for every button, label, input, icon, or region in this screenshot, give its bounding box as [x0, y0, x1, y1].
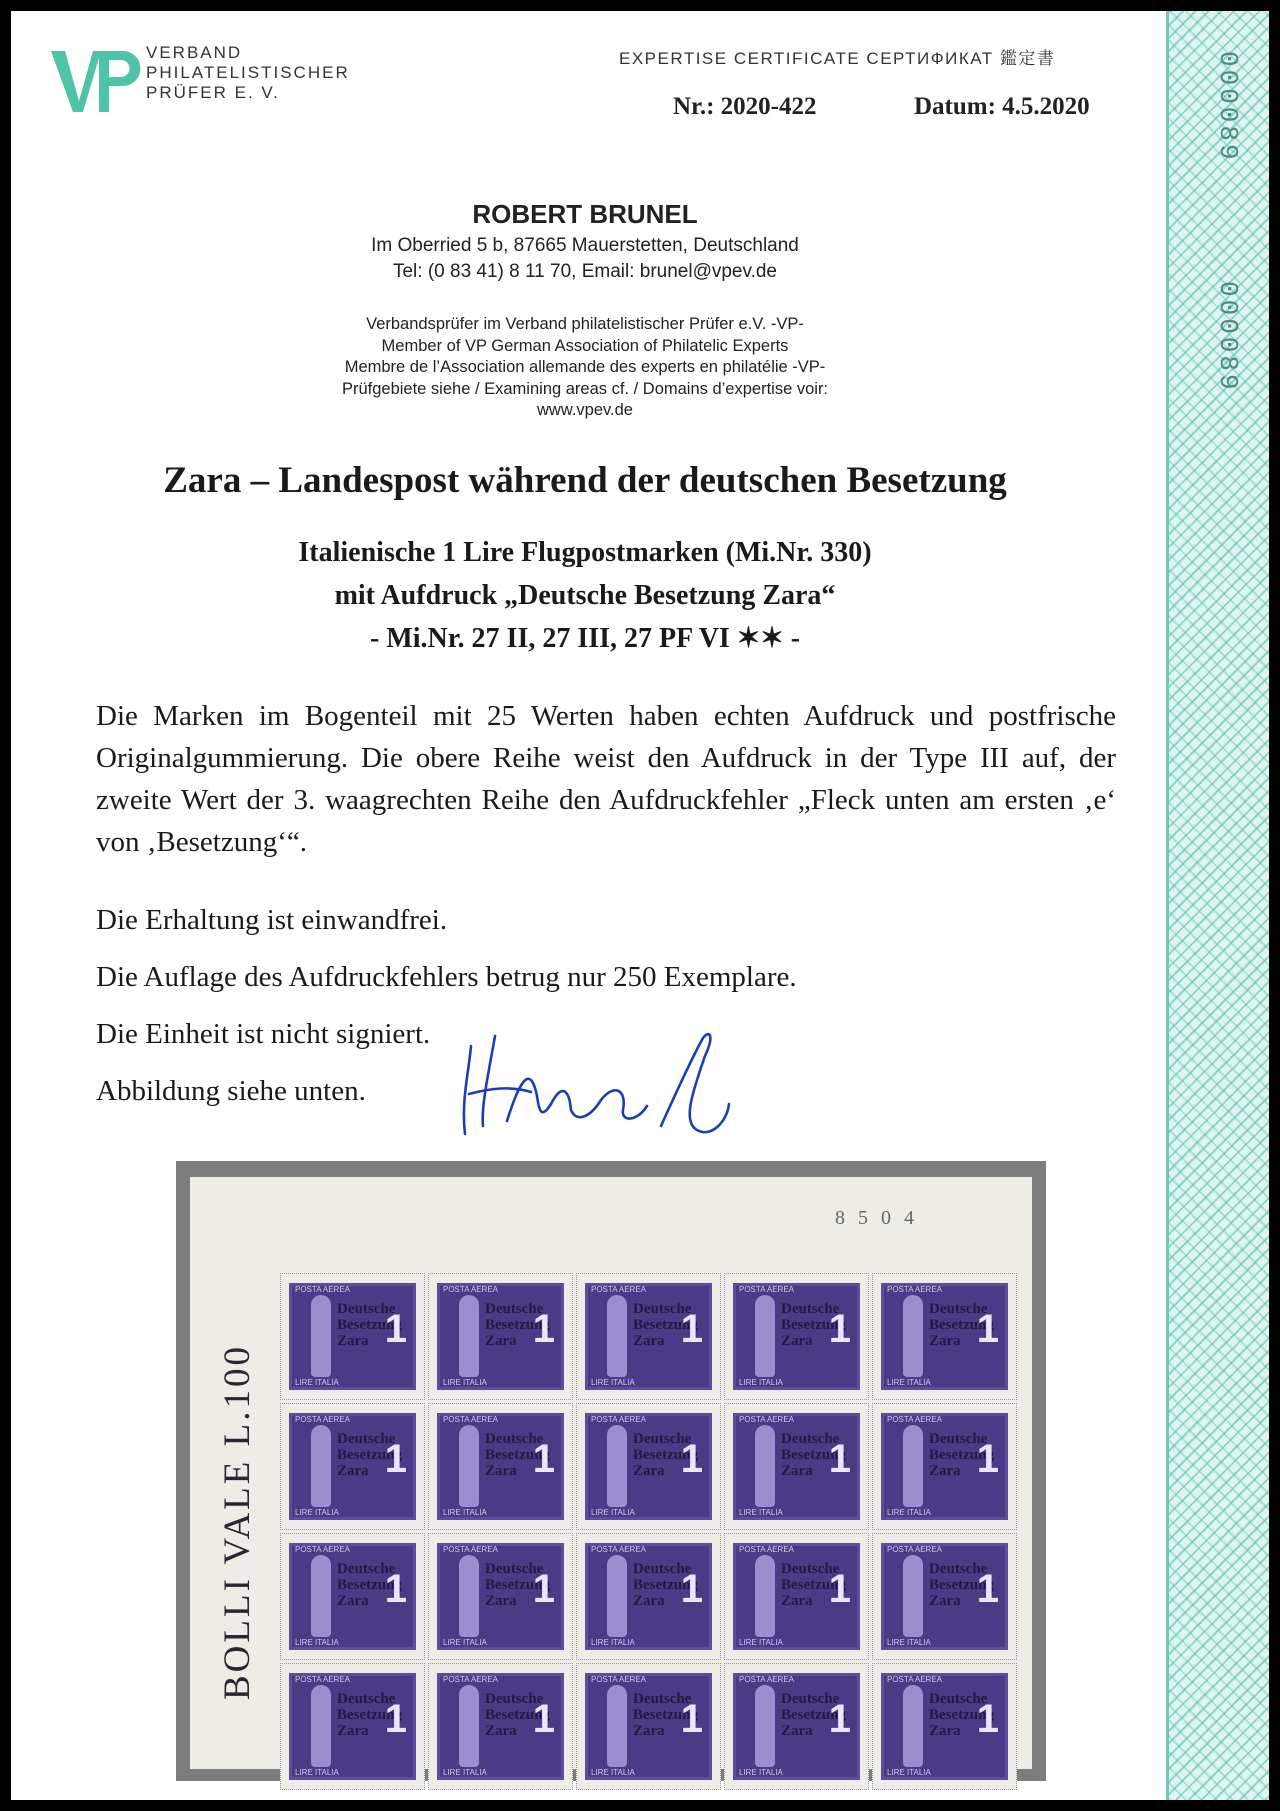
- stamp-overprint: Deutsche Besetzung Zara: [485, 1431, 550, 1479]
- stamp-overprint: Deutsche Besetzung Zara: [929, 1431, 994, 1479]
- stamp: [872, 1273, 1017, 1400]
- stamp-overprint: Deutsche Besetzung Zara: [337, 1301, 402, 1349]
- stamp-image: [881, 1413, 1008, 1520]
- stamp-value: 1: [828, 1567, 851, 1611]
- stamp: [280, 1533, 425, 1660]
- certificate-number: Nr.: 2020-422: [673, 93, 817, 120]
- margin-inscription: BOLLI VALE L.100: [217, 1344, 258, 1700]
- stamp: [280, 1403, 425, 1530]
- stamp-bottom-text: LIRE ITALIA: [887, 1768, 931, 1777]
- stamp-image: [881, 1543, 1008, 1650]
- stamp: [724, 1663, 869, 1790]
- stamp-top-text: POSTA AEREA: [295, 1285, 350, 1294]
- stamp-figure: [903, 1425, 923, 1507]
- certificate-label: EXPERTISE CERTIFICATE СЕРТИФИКАТ 鑑定書: [619, 49, 1056, 68]
- plate-number: 8 5 0 4: [835, 1207, 918, 1229]
- stamp-top-text: POSTA AEREA: [591, 1285, 646, 1294]
- stamp-figure: [311, 1685, 331, 1767]
- stamp-image: [289, 1543, 416, 1650]
- serial-number-second: 000089: [1213, 281, 1243, 393]
- stamp-top-text: POSTA AEREA: [739, 1415, 794, 1424]
- stamp-top-text: POSTA AEREA: [887, 1415, 942, 1424]
- stamp-overprint: Deutsche Besetzung Zara: [781, 1301, 846, 1349]
- stamp-bottom-text: LIRE ITALIA: [443, 1768, 487, 1777]
- stamp-overprint: Deutsche Besetzung Zara: [633, 1561, 698, 1609]
- stamp: [576, 1663, 721, 1790]
- stamp: [428, 1663, 573, 1790]
- stamp-image: [289, 1283, 416, 1390]
- expert-name: ROBERT BRUNEL: [472, 199, 698, 229]
- stamp-value: 1: [976, 1437, 999, 1481]
- stamp: [428, 1403, 573, 1530]
- stamp-figure: [607, 1425, 627, 1507]
- stamp-overprint: Deutsche Besetzung Zara: [485, 1561, 550, 1609]
- stamp-figure: [903, 1685, 923, 1767]
- stamp-figure: [311, 1295, 331, 1377]
- stamp-value: 1: [976, 1567, 999, 1611]
- stamp: [872, 1533, 1017, 1660]
- stamp-top-text: POSTA AEREA: [295, 1545, 350, 1554]
- certificate-subtitle: Italienische 1 Lire Flugpostmarken (Mi.Nr. 330) mit Aufdruck „Deutsche Besetzung Zara“ - Mi.Nr. 27 II, 27 III, 27 PF VI ✶✶ -: [298, 537, 872, 654]
- stamp-bottom-text: LIRE ITALIA: [295, 1638, 339, 1647]
- description-paragraph: Die Marken im Bogenteil mit 25 Werten haben echten Aufdruck und postfrische Originalgummierung. Die obere Reihe weist den Aufdruck in der Type III auf, der zweite Wert der 3. waagrechten Reihe den Aufdruckfehler „Fleck unten am ersten ‚e‘ von ‚Besetzung‘“.: [96, 700, 1116, 858]
- stamp-top-text: POSTA AEREA: [443, 1545, 498, 1554]
- stamp: [428, 1533, 573, 1660]
- stamp-bottom-text: LIRE ITALIA: [295, 1378, 339, 1387]
- stamp-top-text: POSTA AEREA: [591, 1675, 646, 1684]
- stamp-figure: [903, 1555, 923, 1637]
- stamp-value: 1: [532, 1697, 555, 1741]
- stamp-top-text: POSTA AEREA: [443, 1675, 498, 1684]
- stamp-image: [585, 1543, 712, 1650]
- organization-name: VERBAND PHILATELISTISCHER PRÜFER E. V.: [146, 43, 350, 102]
- stamp-image: [437, 1673, 564, 1780]
- stamp: [724, 1273, 869, 1400]
- stamp-overprint: Deutsche Besetzung Zara: [781, 1561, 846, 1609]
- stamp-figure: [755, 1555, 775, 1637]
- stamp-top-text: POSTA AEREA: [295, 1415, 350, 1424]
- stamp-overprint: Deutsche Besetzung Zara: [781, 1691, 846, 1739]
- stamp-figure: [607, 1685, 627, 1767]
- certificate-title: Zara – Landespost während der deutschen Besetzung: [163, 460, 1007, 501]
- stamp-bottom-text: LIRE ITALIA: [443, 1508, 487, 1517]
- condition-text: Die Erhaltung ist einwandfrei.: [96, 904, 448, 936]
- stamp-image: [585, 1283, 712, 1390]
- stamp: [724, 1533, 869, 1660]
- stamp: [428, 1273, 573, 1400]
- stamp-bottom-text: LIRE ITALIA: [591, 1638, 635, 1647]
- stamp-value: 1: [976, 1697, 999, 1741]
- stamp-top-text: POSTA AEREA: [887, 1285, 942, 1294]
- stamp-top-text: POSTA AEREA: [887, 1675, 942, 1684]
- stamp-image: [585, 1413, 712, 1520]
- stamp-image: [289, 1673, 416, 1780]
- stamp-bottom-text: LIRE ITALIA: [591, 1768, 635, 1777]
- stamp-bottom-text: LIRE ITALIA: [739, 1638, 783, 1647]
- stamp-image: [733, 1283, 860, 1390]
- stamp-bottom-text: LIRE ITALIA: [887, 1638, 931, 1647]
- stamp: [872, 1663, 1017, 1790]
- signature-note: Die Einheit ist nicht signiert.: [96, 1018, 431, 1050]
- stamp-value: 1: [384, 1567, 407, 1611]
- vp-logo-icon: [49, 46, 145, 116]
- stamp-top-text: POSTA AEREA: [295, 1675, 350, 1684]
- stamp-value: 1: [828, 1437, 851, 1481]
- stamp-overprint: Deutsche Besetzung Zara: [485, 1301, 550, 1349]
- stamp-figure: [311, 1555, 331, 1637]
- stamp-top-text: POSTA AEREA: [591, 1545, 646, 1554]
- stamp-image: [585, 1673, 712, 1780]
- stamp-top-text: POSTA AEREA: [739, 1285, 794, 1294]
- stamp-bottom-text: LIRE ITALIA: [591, 1508, 635, 1517]
- stamp-figure: [459, 1295, 479, 1377]
- stamp-overprint: Deutsche Besetzung Zara: [929, 1691, 994, 1739]
- stamp-bottom-text: LIRE ITALIA: [295, 1508, 339, 1517]
- stamp: [872, 1403, 1017, 1530]
- stamp-figure: [903, 1295, 923, 1377]
- stamp-image: [881, 1673, 1008, 1780]
- stamp-value: 1: [680, 1307, 703, 1351]
- serial-number-top: 000089: [1213, 51, 1243, 163]
- membership-block: Verbandsprüfer im Verband philatelistischer Prüfer e.V. -VP- Member of VP German Association of Philatelic Experts Membre de l’Association allemande des experts en philatélie -VP- Prüfgebiete siehe / Examining areas cf. / Domains d’expertise voir: www.vpev.de: [341, 315, 829, 419]
- stamp-overprint: Deutsche Besetzung Zara: [337, 1561, 402, 1609]
- sheet-margin: [190, 1177, 1032, 1777]
- stamp-figure: [459, 1555, 479, 1637]
- stamp-overprint: Deutsche Besetzung Zara: [633, 1431, 698, 1479]
- stamp: [576, 1273, 721, 1400]
- stamp-overprint: Deutsche Besetzung Zara: [337, 1691, 402, 1739]
- stamp-image: [733, 1413, 860, 1520]
- stamp-overprint: Deutsche Besetzung Zara: [633, 1301, 698, 1349]
- stamp-figure: [459, 1685, 479, 1767]
- stamp-bottom-text: LIRE ITALIA: [295, 1768, 339, 1777]
- stamp-value: 1: [384, 1697, 407, 1741]
- stamp-value: 1: [384, 1307, 407, 1351]
- expert-address: Im Oberried 5 b, 87665 Mauerstetten, Deutschland: [371, 235, 799, 256]
- stamp-value: 1: [384, 1437, 407, 1481]
- stamp-bottom-text: LIRE ITALIA: [443, 1378, 487, 1387]
- stamp-overprint: Deutsche Besetzung Zara: [929, 1561, 994, 1609]
- stamp-value: 1: [532, 1307, 555, 1351]
- certificate-sheet: [11, 11, 1269, 1800]
- stamp-image: [881, 1283, 1008, 1390]
- stamp-image: [437, 1283, 564, 1390]
- stamp-bottom-text: LIRE ITALIA: [887, 1378, 931, 1387]
- stamp-image: [733, 1543, 860, 1650]
- stamp: [576, 1533, 721, 1660]
- stamp-bottom-text: LIRE ITALIA: [739, 1508, 783, 1517]
- stamp-figure: [607, 1555, 627, 1637]
- print-run-text: Die Auflage des Aufdruckfehlers betrug nur 250 Exemplare.: [96, 961, 797, 993]
- stamp-top-text: POSTA AEREA: [591, 1415, 646, 1424]
- stamp-bottom-text: LIRE ITALIA: [591, 1378, 635, 1387]
- stamp-top-text: POSTA AEREA: [887, 1545, 942, 1554]
- stamp-image: [733, 1673, 860, 1780]
- stamp-value: 1: [680, 1437, 703, 1481]
- expert-signature: [451, 1026, 731, 1141]
- expert-contact: Tel: (0 83 41) 8 11 70, Email: brunel@vpev.de: [392, 261, 778, 282]
- image-note: Abbildung siehe unten.: [96, 1075, 366, 1107]
- stamp-overprint: Deutsche Besetzung Zara: [633, 1691, 698, 1739]
- stamp-bottom-text: LIRE ITALIA: [443, 1638, 487, 1647]
- stamp-bottom-text: LIRE ITALIA: [739, 1768, 783, 1777]
- stamp-image: [289, 1413, 416, 1520]
- stamp-bottom-text: LIRE ITALIA: [739, 1378, 783, 1387]
- stamp-image: [437, 1413, 564, 1520]
- stamp-image: [437, 1543, 564, 1650]
- stamp-overprint: Deutsche Besetzung Zara: [781, 1431, 846, 1479]
- stamp-value: 1: [680, 1697, 703, 1741]
- stamp-figure: [755, 1685, 775, 1767]
- stamp-overprint: Deutsche Besetzung Zara: [337, 1431, 402, 1479]
- stamp-value: 1: [976, 1307, 999, 1351]
- stamp-value: 1: [532, 1437, 555, 1481]
- security-border: [1166, 11, 1269, 1800]
- stamp-block-photo: [176, 1161, 1046, 1781]
- stamp-value: 1: [680, 1567, 703, 1611]
- stamp-figure: [755, 1425, 775, 1507]
- stamp: [280, 1663, 425, 1790]
- stamp: [724, 1403, 869, 1530]
- stamp-figure: [459, 1425, 479, 1507]
- stamp-top-text: POSTA AEREA: [739, 1545, 794, 1554]
- stamp-bottom-text: LIRE ITALIA: [887, 1508, 931, 1517]
- stamp-top-text: POSTA AEREA: [739, 1675, 794, 1684]
- stamp-value: 1: [532, 1567, 555, 1611]
- stamp-top-text: POSTA AEREA: [443, 1285, 498, 1294]
- stamp-overprint: Deutsche Besetzung Zara: [929, 1301, 994, 1349]
- stamp-figure: [755, 1295, 775, 1377]
- stamp-figure: [311, 1425, 331, 1507]
- certificate-date: Datum: 4.5.2020: [914, 93, 1090, 120]
- stamp-grid: [280, 1273, 1017, 1790]
- stamp-figure: [607, 1295, 627, 1377]
- stamp: [576, 1403, 721, 1530]
- stamp: [280, 1273, 425, 1400]
- stamp-value: 1: [828, 1307, 851, 1351]
- stamp-overprint: Deutsche Besetzung Zara: [485, 1691, 550, 1739]
- stamp-top-text: POSTA AEREA: [443, 1415, 498, 1424]
- stamp-value: 1: [828, 1697, 851, 1741]
